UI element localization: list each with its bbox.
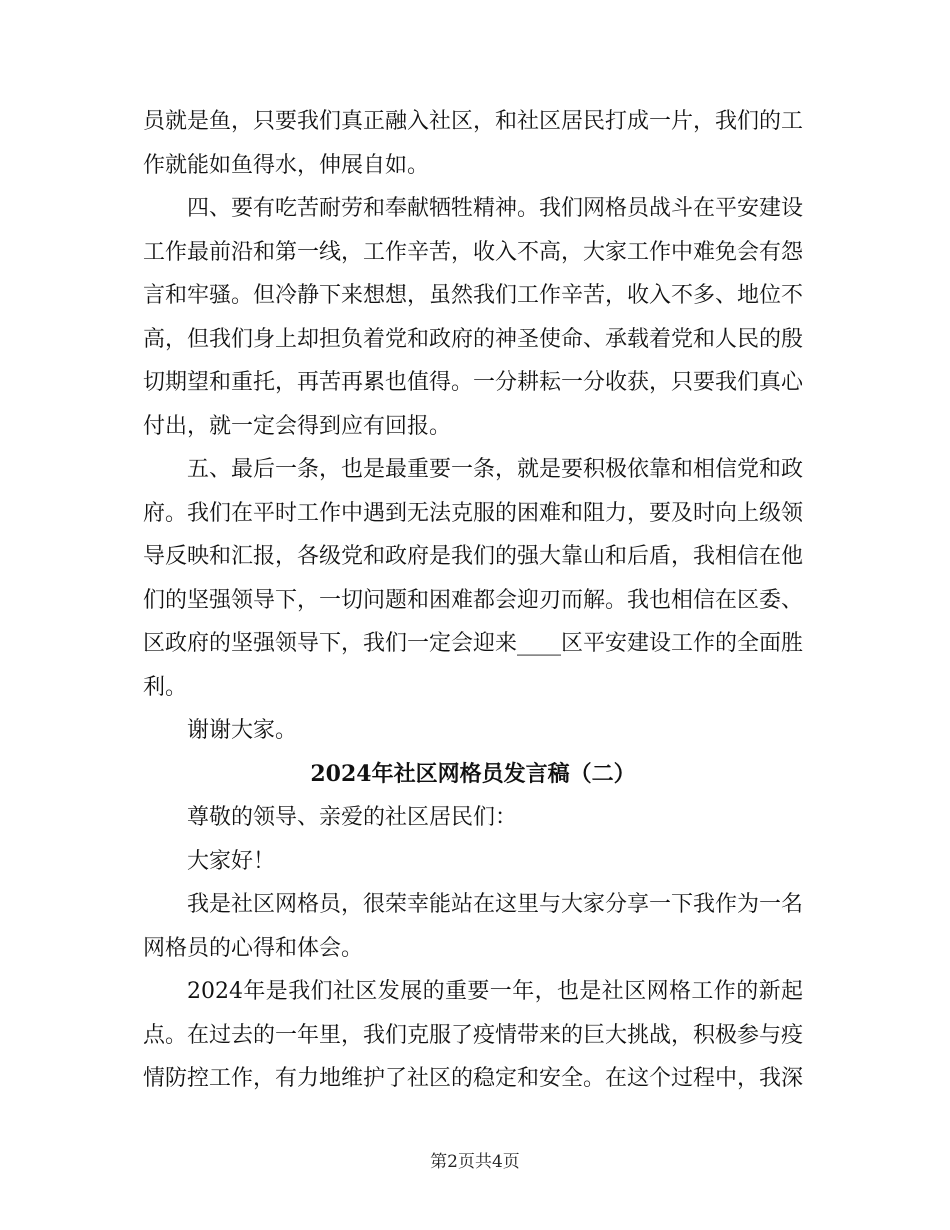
paragraph-introduction: 我是社区网格员，很荣幸能站在这里与大家分享一下我作为一名网格员的心得和体会。 [143,892,804,961]
paragraph-point-five: 五、最后一条，也是最重要一条，就是要积极依靠和相信党和政府。我们在平时工作中遇到无法克服的困难和阻力，要及时向上级领导反映和汇报，各级党和政府是我们的强大靠山和后盾，我相信在他们的坚强领导下，一切问题和困难都会迎刃而解。我也相信在区委、区政府的坚强领导下，我们一定会迎来____区平安建设工作的全面胜利。 [143,457,804,700]
page-number-footer: 第2页共4页 [430,1152,520,1172]
section-title: 2024年社区网格员发言稿（二） [310,760,636,787]
paragraph-continued: 员就是鱼，只要我们真正融入社区，和社区居民打成一片，我们的工作就能如鱼得水，伸展自如。 [143,109,804,178]
paragraph-salutation: 尊敬的领导、亲爱的社区居民们： [187,805,518,830]
paragraph-review: 2024年是我们社区发展的重要一年，也是社区网格工作的新起点。在过去的一年里，我们克服了疫情带来的巨大挑战，积极参与疫情防控工作，有力地维护了社区的稳定和安全。在这个过程中，我深 [143,979,804,1091]
document-body [143,100,803,1101]
paragraph-point-four: 四、要有吃苦耐劳和奉献牺牲精神。我们网格员战斗在平安建设工作最前沿和第一线，工作辛苦，收入不高，大家工作中难免会有怨言和牢骚。但冷静下来想想，虽然我们工作辛苦，收入不多、地位不高，但我们身上却担负着党和政府的神圣使命、承载着党和人民的殷切期望和重托，再苦再累也值得。一分耕耘一分收获，只要我们真心付出，就一定会得到应有回报。 [143,196,804,439]
paragraph-thanks: 谢谢大家。 [187,718,298,743]
paragraph-greeting: 大家好！ [187,848,276,874]
